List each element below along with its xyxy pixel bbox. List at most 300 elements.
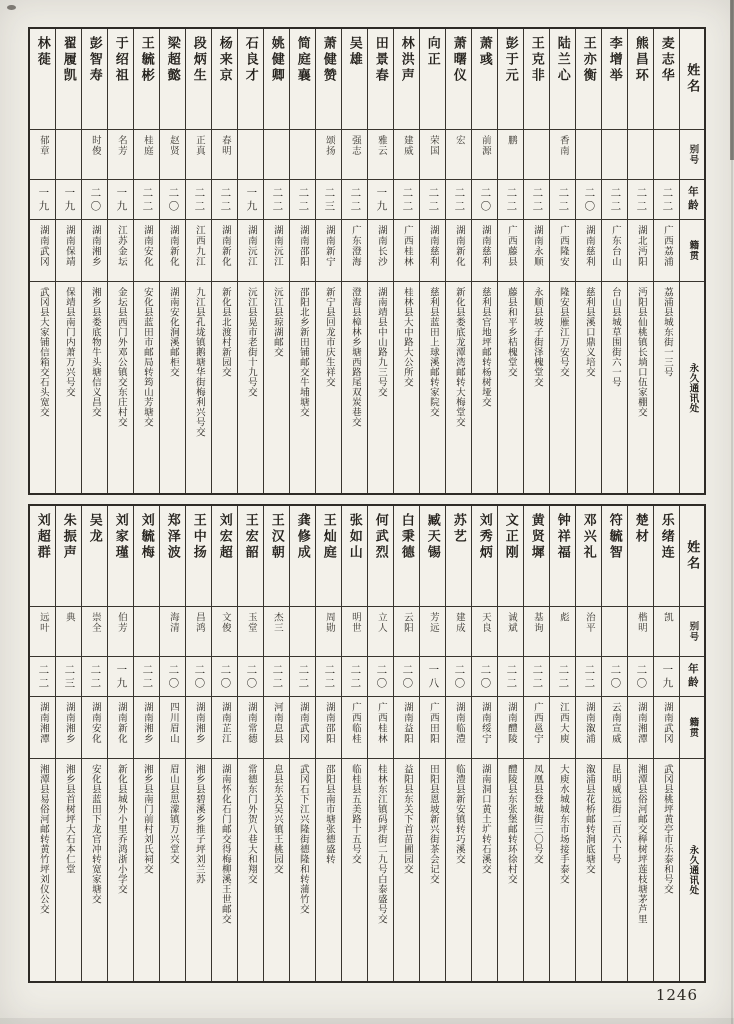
person-age-cell [290, 179, 315, 219]
person-age-cell [316, 656, 341, 696]
person-age-cell [550, 179, 575, 219]
person-name: 臧天锡 [425, 513, 441, 561]
person-origin: 湖南湘潭 [37, 702, 48, 744]
person-name-cell [654, 506, 679, 606]
person-age-cell [420, 179, 445, 219]
person-address-cell [576, 758, 601, 981]
person-alias: 桂庭 [141, 135, 152, 156]
person-alias: 名芳 [115, 135, 126, 156]
person-name: 田景春 [373, 36, 389, 84]
person-age: 二三 [323, 187, 335, 214]
person-age: 一八 [427, 664, 439, 691]
person-origin: 湖南湘乡 [89, 225, 100, 267]
header-alias-cell [680, 606, 704, 656]
person-origin: 江苏金坛 [115, 225, 126, 267]
directory-entry-column [497, 29, 523, 493]
person-age-cell [394, 179, 419, 219]
person-alias: 香南 [557, 135, 568, 156]
person-age-cell [342, 656, 367, 696]
directory-entry-column [237, 506, 263, 981]
person-address-cell [472, 281, 497, 493]
directory-entry-column [30, 506, 55, 981]
person-origin: 湖南慈利 [479, 225, 490, 267]
person-age: 二〇 [479, 664, 491, 691]
person-origin: 广西隆安 [557, 225, 568, 267]
directory-table-bottom [28, 504, 706, 983]
person-age-cell [82, 179, 107, 219]
person-origin-cell [576, 219, 601, 281]
person-origin: 湖南慈利 [583, 225, 594, 267]
person-age: 二二 [193, 187, 205, 214]
directory-entry-column [263, 29, 289, 493]
person-address-cell [654, 281, 679, 493]
person-address-cell [394, 758, 419, 981]
person-address-cell [446, 758, 471, 981]
person-alias: 赵贤 [167, 135, 178, 156]
person-age-cell [628, 179, 653, 219]
person-alias: 崇全 [89, 612, 100, 633]
person-address-cell [186, 758, 211, 981]
person-age: 二二 [557, 664, 569, 691]
person-origin-cell [186, 696, 211, 758]
person-origin: 湖南新化 [219, 225, 230, 267]
header-name-cell [680, 506, 704, 606]
person-origin: 湖南慈利 [427, 225, 438, 267]
directory-entry-column [497, 506, 523, 981]
person-alias-cell [160, 129, 185, 179]
person-alias: 郁章 [37, 135, 48, 156]
person-alias: 荣国 [427, 135, 438, 156]
person-alias-cell [30, 606, 55, 656]
person-name: 于绍祖 [113, 36, 129, 84]
directory-entry-column [341, 29, 367, 493]
person-alias-cell [290, 129, 315, 179]
directory-entry-column [237, 29, 263, 493]
person-address-cell [342, 281, 367, 493]
page-content [28, 27, 706, 1004]
person-address-cell [654, 758, 679, 981]
person-address: 田阳县恩坡新兴街茶会记交 [427, 764, 438, 884]
person-origin: 广西桂林 [401, 225, 412, 267]
person-name-cell [212, 29, 237, 129]
person-address: 益阳县东关下首苗圃园交 [401, 764, 412, 874]
person-age-cell [30, 179, 55, 219]
person-alias-cell [654, 606, 679, 656]
person-alias-cell [420, 606, 445, 656]
person-age-cell [602, 656, 627, 696]
person-age-cell [212, 656, 237, 696]
person-origin-cell [628, 696, 653, 758]
directory-entry-column [341, 506, 367, 981]
header-origin-cell [680, 219, 704, 281]
person-origin: 湖南邵阳 [297, 225, 308, 267]
person-alias: 春明 [219, 135, 230, 156]
person-age-cell [472, 179, 497, 219]
person-name-cell [498, 29, 523, 129]
person-origin-cell [316, 219, 341, 281]
person-alias-cell [238, 129, 263, 179]
directory-entry-column [549, 506, 575, 981]
person-address-cell [602, 758, 627, 981]
person-address-cell [498, 281, 523, 493]
person-origin-cell [290, 696, 315, 758]
person-address-cell [368, 758, 393, 981]
person-address: 新化县城外小里乔鸿浙小学交 [115, 764, 126, 894]
person-alias-cell [498, 129, 523, 179]
person-name: 林蓰 [35, 36, 51, 68]
person-name: 龚修成 [295, 513, 311, 561]
person-age-cell [264, 179, 289, 219]
person-alias: 基询 [531, 612, 542, 633]
person-alias: 时俊 [89, 135, 100, 156]
person-name-cell [264, 29, 289, 129]
person-alias-cell [628, 606, 653, 656]
person-alias-cell [368, 606, 393, 656]
header-address-label: 永久通讯处 [687, 845, 698, 895]
person-alias-cell [160, 606, 185, 656]
person-age-cell [238, 656, 263, 696]
person-address-cell [134, 758, 159, 981]
person-age: 二二 [89, 664, 101, 691]
person-address: 昆明威远街二百六十号 [609, 764, 620, 864]
person-address: 藤县和平乡桔槐堂交 [505, 287, 516, 377]
person-name: 苏艺 [451, 513, 467, 545]
person-age-cell [134, 656, 159, 696]
person-origin: 湖南湘乡 [141, 702, 152, 744]
person-name-cell [368, 29, 393, 129]
directory-entry-column [289, 506, 315, 981]
directory-entry-column [367, 29, 393, 493]
person-name-cell [264, 506, 289, 606]
person-alias: 强志 [349, 135, 360, 156]
person-age-cell [498, 179, 523, 219]
header-origin-label: 籍贯 [687, 240, 698, 261]
person-alias-cell [550, 606, 575, 656]
person-name-cell [108, 29, 133, 129]
person-address-cell [290, 281, 315, 493]
person-alias-cell [82, 129, 107, 179]
person-name-cell [420, 506, 445, 606]
person-name: 白秉德 [399, 513, 415, 561]
person-address: 桂林东江镇码坪街二九号白泰盛号交 [375, 764, 386, 924]
person-age: 二二 [271, 664, 283, 691]
directory-entry-column [315, 29, 341, 493]
person-alias: 建威 [401, 135, 412, 156]
person-age-cell [654, 179, 679, 219]
person-address: 邵阳县南市塘张德盛转 [323, 764, 334, 864]
person-origin: 湖南新化 [115, 702, 126, 744]
person-address: 隆安县雁江万安号交 [557, 287, 568, 377]
person-alias-cell [82, 606, 107, 656]
person-alias: 楷明 [635, 612, 646, 633]
person-name-cell [316, 506, 341, 606]
person-name: 陆兰心 [555, 36, 571, 84]
person-name-cell [82, 29, 107, 129]
person-address: 沅江县琼湖邮交 [271, 287, 282, 357]
person-origin: 广西临桂 [349, 702, 360, 744]
person-age-cell [472, 656, 497, 696]
person-origin: 湖南保靖 [63, 225, 74, 267]
header-alias-label: 别号 [687, 621, 698, 642]
person-alias: 明世 [349, 612, 360, 633]
person-name: 林洪声 [399, 36, 415, 84]
person-alias: 宏 [453, 135, 464, 146]
person-address: 台山县城草围街六一号 [609, 287, 620, 387]
person-name: 姚健卿 [269, 36, 285, 84]
person-name-cell [576, 29, 601, 129]
person-age-cell [238, 179, 263, 219]
person-origin: 广西邕宁 [531, 702, 542, 744]
person-alias-cell [134, 129, 159, 179]
person-origin-cell [238, 696, 263, 758]
person-age-cell [524, 656, 549, 696]
person-origin-cell [316, 696, 341, 758]
person-alias: 凯 [661, 612, 672, 623]
person-address-cell [602, 281, 627, 493]
person-address-cell [420, 758, 445, 981]
person-address: 荔浦县城东街一三号 [661, 287, 672, 377]
person-address-cell [472, 758, 497, 981]
person-age: 一九 [661, 664, 673, 691]
person-origin: 江西大庾 [557, 702, 568, 744]
person-alias-cell [264, 129, 289, 179]
person-name-cell [108, 506, 133, 606]
person-address-cell [160, 281, 185, 493]
directory-entry-column [133, 29, 159, 493]
person-address-cell [628, 281, 653, 493]
person-alias: 治平 [583, 612, 594, 633]
person-origin: 湖南新化 [453, 225, 464, 267]
person-origin: 湖南新宁 [323, 225, 334, 267]
person-address: 新化县娄底龙潭湾邮转大梅堂交 [453, 287, 464, 427]
person-origin-cell [524, 696, 549, 758]
person-alias: 前源 [479, 135, 490, 156]
person-origin: 湖南绥宁 [479, 702, 490, 744]
person-origin-cell [654, 696, 679, 758]
directory-entry-column [549, 29, 575, 493]
person-age-cell [30, 656, 55, 696]
person-origin: 湖南常德 [245, 702, 256, 744]
person-alias: 雅云 [375, 135, 386, 156]
person-alias-cell [316, 129, 341, 179]
person-address: 常德东门外贺八巷大和翔交 [245, 764, 256, 884]
person-name: 郑泽波 [165, 513, 181, 561]
person-alias: 伯芳 [115, 612, 126, 633]
directory-entry-column [445, 506, 471, 981]
person-origin-cell [576, 696, 601, 758]
person-alias-cell [212, 129, 237, 179]
person-address-cell [212, 281, 237, 493]
person-origin-cell [212, 696, 237, 758]
person-name: 彭于元 [503, 36, 519, 84]
person-alias-cell [342, 606, 367, 656]
person-name: 刘家瑾 [113, 513, 129, 561]
person-age: 一九 [63, 187, 75, 214]
person-address-cell [550, 758, 575, 981]
header-address-cell [680, 758, 704, 981]
person-alias-cell [576, 129, 601, 179]
person-alias-cell [238, 606, 263, 656]
person-address-cell [498, 758, 523, 981]
person-name-cell [82, 506, 107, 606]
person-name-cell [394, 506, 419, 606]
person-name: 刘超群 [35, 513, 51, 561]
person-address: 安化县蓝田下龙官冲转宽家塘交 [89, 764, 100, 904]
person-name-cell [446, 29, 471, 129]
directory-entry-column [419, 29, 445, 493]
person-name: 向正 [425, 36, 441, 68]
directory-entry-column [133, 506, 159, 981]
person-age-cell [368, 179, 393, 219]
person-origin-cell [108, 219, 133, 281]
person-address: 桂林县大中路大公所交 [401, 287, 412, 387]
person-age-cell [342, 179, 367, 219]
person-name-cell [524, 506, 549, 606]
person-address-cell [30, 758, 55, 981]
person-age: 一九 [115, 187, 127, 214]
person-address: 沔阳县仙桃镇长埫口伍家棚交 [635, 287, 646, 417]
person-age-cell [550, 656, 575, 696]
person-name: 刘秀炳 [477, 513, 493, 561]
person-alias-cell [524, 129, 549, 179]
person-origin: 广西桂林 [375, 702, 386, 744]
person-origin: 湖南醴陵 [505, 702, 516, 744]
person-address-cell [290, 758, 315, 981]
person-origin: 湖南邵阳 [323, 702, 334, 744]
person-name: 王中扬 [191, 513, 207, 561]
person-age: 二二 [453, 187, 465, 214]
person-age: 二二 [427, 187, 439, 214]
person-alias-cell [56, 606, 81, 656]
person-origin: 湖南武冈 [37, 225, 48, 267]
person-age-cell [628, 656, 653, 696]
person-address-cell [238, 758, 263, 981]
person-age: 一九 [375, 187, 387, 214]
person-origin-cell [602, 696, 627, 758]
person-age: 一九 [37, 187, 49, 214]
person-address-cell [186, 281, 211, 493]
person-address: 临桂县五美路十五号交 [349, 764, 360, 864]
person-name-cell [238, 29, 263, 129]
person-age: 二〇 [167, 187, 179, 214]
person-age: 二二 [531, 664, 543, 691]
person-name-cell [56, 29, 81, 129]
directory-entry-column [107, 506, 133, 981]
directory-entry-column [55, 506, 81, 981]
person-address: 湘潭县易俗河邮转黄竹坪刘仪公交 [37, 764, 48, 914]
person-age-cell [602, 179, 627, 219]
person-age-cell [368, 656, 393, 696]
person-age: 二〇 [479, 187, 491, 214]
directory-entry-column [627, 506, 653, 981]
person-age-cell [654, 656, 679, 696]
directory-entry-column [30, 29, 55, 493]
person-address: 金坛县西门外邓公镇交东庄村交 [115, 287, 126, 427]
scan-artifact-speck [7, 5, 16, 10]
person-alias-cell [186, 129, 211, 179]
person-age: 二〇 [609, 664, 621, 691]
person-address: 慈利县蓝田上球溪邮转家院交 [427, 287, 438, 417]
person-alias-cell [628, 129, 653, 179]
person-alias: 云阳 [401, 612, 412, 633]
person-name: 翟履凯 [61, 36, 77, 84]
person-name-cell [160, 29, 185, 129]
table-header-column [679, 506, 704, 981]
person-origin-cell [82, 696, 107, 758]
person-address: 九江县孔垅镇鹅塘华街梅利兴号交 [193, 287, 204, 437]
person-alias-cell [186, 606, 211, 656]
person-age-cell [108, 179, 133, 219]
header-address-cell [680, 281, 704, 493]
directory-entry-column [653, 29, 679, 493]
person-name: 王毓彬 [139, 36, 155, 84]
person-origin: 湖南芷江 [219, 702, 230, 744]
person-alias-cell [264, 606, 289, 656]
person-address: 保靖县南门内萧万兴号交 [63, 287, 74, 397]
person-address: 凤凰县登城街三〇号交 [531, 764, 542, 864]
person-alias: 文俊 [219, 612, 230, 633]
person-name: 符毓智 [607, 513, 623, 561]
person-age-cell [108, 656, 133, 696]
person-alias: 天良 [479, 612, 490, 633]
person-name: 简庭襄 [295, 36, 311, 84]
person-age: 二二 [505, 664, 517, 691]
directory-entry-column [211, 506, 237, 981]
person-origin: 湖南湘乡 [63, 702, 74, 744]
directory-entry-column [289, 29, 315, 493]
person-origin-cell [134, 219, 159, 281]
person-address-cell [82, 758, 107, 981]
header-age-label: 年龄 [686, 186, 698, 213]
person-origin-cell [550, 696, 575, 758]
person-origin: 广西田阳 [427, 702, 438, 744]
person-address-cell [82, 281, 107, 493]
person-alias-cell [602, 129, 627, 179]
person-name: 楚材 [633, 513, 649, 545]
person-address: 湘乡县碧溪乡推子坪刘兰苏 [193, 764, 204, 884]
directory-entry-column [445, 29, 471, 493]
person-name: 乐绪连 [659, 513, 675, 561]
person-name-cell [290, 506, 315, 606]
person-name: 麦志华 [659, 36, 675, 84]
person-origin: 云南宣威 [609, 702, 620, 744]
person-origin: 广西荔浦 [661, 225, 672, 267]
person-age: 二二 [401, 187, 413, 214]
person-age: 二二 [349, 187, 361, 214]
person-age-cell [316, 179, 341, 219]
person-age: 一九 [115, 664, 127, 691]
person-age: 二二 [635, 187, 647, 214]
person-age: 二二 [297, 664, 309, 691]
person-name: 石良才 [243, 36, 259, 84]
person-name: 张如山 [347, 513, 363, 561]
person-alias-cell [30, 129, 55, 179]
person-age: 二〇 [245, 664, 257, 691]
person-name: 刘宏超 [217, 513, 233, 561]
person-origin-cell [160, 696, 185, 758]
person-alias-cell [472, 129, 497, 179]
person-age: 二二 [323, 664, 335, 691]
person-name: 梁超懿 [165, 36, 181, 84]
person-age: 二二 [141, 664, 153, 691]
person-alias: 建成 [453, 612, 464, 633]
person-alias: 杰三 [271, 612, 282, 633]
person-name-cell [628, 29, 653, 129]
person-age: 二二 [271, 187, 283, 214]
person-alias: 彪 [557, 612, 568, 623]
person-name-cell [654, 29, 679, 129]
person-address: 大庾水城城东市场接手泰交 [557, 764, 568, 884]
